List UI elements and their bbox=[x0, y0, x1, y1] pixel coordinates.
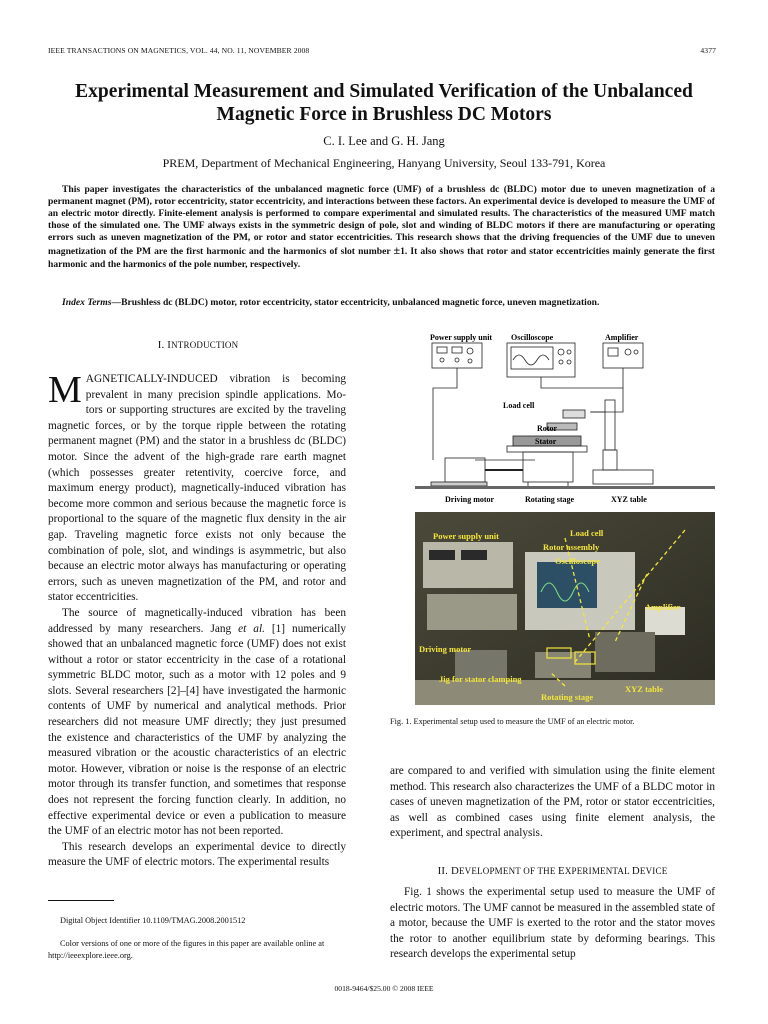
intro-lead-words: AGNETICALLY-INDUCED bbox=[85, 373, 218, 385]
footnote-color: Color versions of one or more of the figures in this paper are available online at http://ieeexplore.ieee.org. bbox=[48, 939, 325, 960]
photo-label-oscilloscope: Oscilloscope bbox=[555, 556, 600, 566]
section-1-heading bbox=[48, 339, 348, 351]
amplifier-box bbox=[603, 343, 643, 368]
section-2-title-part-2: XPERIMENTAL bbox=[564, 866, 632, 876]
section-2-title-dd: D bbox=[631, 865, 640, 877]
diagram-label-load-cell: Load cell bbox=[503, 401, 535, 410]
figure-1-caption: Fig. 1. Experimental setup used to measure the UMF of an electric motor. bbox=[390, 717, 635, 726]
photo-label-load-cell: Load cell bbox=[570, 528, 604, 538]
section-1-body bbox=[48, 369, 347, 871]
photo-label-rotor-assembly: Rotor assembly bbox=[543, 542, 600, 552]
authors: C. I. Lee and G. H. Jang bbox=[323, 134, 445, 148]
abstract-text-b: 1. It also shows that rotor and stator eccentricities mainly generate the first harmonic and the harmonics of the pole number, respectively. bbox=[48, 246, 715, 270]
intro-paragraph-2-a: The source of magnetically-induced vibration has been addressed by many researchers. Jang bbox=[48, 606, 346, 635]
section-2-heading bbox=[390, 865, 715, 877]
footnote-doi: Digital Object Identifier 10.1109/TMAG.2008.2001512 bbox=[60, 916, 246, 925]
photo-label-jig: Jig for stator clamping bbox=[439, 674, 522, 684]
section-1-title-initial: I bbox=[167, 339, 172, 351]
figure-1-photo bbox=[415, 512, 715, 705]
paper-title bbox=[40, 80, 728, 126]
photo-label-rotating-stage: Rotating stage bbox=[541, 692, 594, 702]
section-2-title-part-3: EVICE bbox=[639, 866, 668, 876]
journal-name: IEEE TRANSACTIONS ON MAGNETICS, VOL. 44, NO. 11, NOVEMBER 2008 bbox=[48, 46, 310, 55]
section-2-title-e: E bbox=[558, 865, 565, 877]
figure-1-schematic bbox=[415, 330, 715, 510]
abstract-text-a: This paper investigates the characteristics of the unbalanced magnetic force (UMF) of a brushless dc (BLDC) motor due to uneven magnetization of a permanent magnet (PM), rotor eccentricity, stator eccentricity, and interactions between these factors. An experimental device is developed to measure the UMF of an electric motor directly. Finite-element analysis is performed to compare experimental and simulated results. The characteristics of the measured UMF match those of the simulated one. The UMF always exists in the symmetric design of pole, slot and winding of BLDC motors if there are manufacturing or operating errors such as uneven magnetization of the PM, or rotor and stator eccentricities. This research shows that the driving frequencies of the UMF due to uneven magnetization of the PM are the first harmonic and the harmonics of slot number bbox=[48, 184, 715, 258]
section-1-numeral: I. bbox=[157, 339, 165, 351]
load-cell-shape bbox=[563, 410, 585, 418]
diagram-label-xyz-table: XYZ table bbox=[611, 495, 647, 504]
photo-power-supply bbox=[423, 542, 513, 588]
diagram-label-power-supply: Power supply unit bbox=[430, 333, 493, 342]
intro-line-2: prevalent in many precision spindle applications. Mo- bbox=[85, 388, 346, 401]
affiliation: PREM, Department of Mechanical Engineering, Hanyang University, Seoul 133-791, Korea bbox=[162, 156, 606, 170]
section-2-title-part-1: EVELOPMENT OF THE bbox=[458, 866, 559, 876]
photo-label-amplifier: Amplifier bbox=[645, 602, 681, 612]
title-line-1: Experimental Measurement and Simulated Verification of the Unbalanced bbox=[75, 81, 693, 102]
footnote-rule bbox=[48, 900, 114, 901]
right-column-continuation: are compared to and verified with simulation using the finite element method. This research also characterizes the UMF of a BLDC motor in cases of uneven magnetization of the PM, rotor or stator eccentricities, as well as combined cases using finite element analysis, the experiment, and spectral analysis. bbox=[390, 765, 715, 840]
running-head bbox=[48, 46, 716, 55]
photo-label-xyz-table: XYZ table bbox=[625, 684, 664, 694]
section-1-title-rest: NTRODUCTION bbox=[171, 340, 239, 350]
index-terms-text: —Brushless dc (BLDC) motor, rotor eccentricity, stator eccentricity, unbalanced magnetic force, uneven magnetization. bbox=[111, 297, 600, 308]
index-terms bbox=[48, 297, 715, 309]
intro-line-1-rest: vibration is becoming bbox=[217, 373, 346, 385]
section-2-paragraph: Fig. 1 shows the experimental setup used to measure the UMF of electric motors. The UMF cannot be measured in the assembled state of a motor, because the UMF is exerted to the rotor and the stator moves the rotor to another equilibrium state by deforming bearings. This research develops the experimental setup bbox=[390, 886, 715, 961]
photo-label-power-supply: Power supply unit bbox=[433, 531, 499, 541]
copyright-line: 0018-9464/$25.00 © 2008 IEEE bbox=[334, 984, 434, 993]
intro-paragraph-1 bbox=[48, 369, 346, 606]
page-number: 4377 bbox=[700, 46, 716, 55]
abstract bbox=[48, 184, 715, 271]
diagram-label-rotor: Rotor bbox=[537, 424, 557, 433]
oscilloscope-box bbox=[507, 343, 575, 377]
diagram-label-driving-motor: Driving motor bbox=[445, 495, 495, 504]
photo-label-driving-motor: Driving motor bbox=[419, 644, 472, 654]
section-2-numeral: II. bbox=[437, 865, 449, 877]
intro-paragraph-2-b: [1] numerically showed that an unbalanced magnetic force (UMF) does not exist without a rotor or stator eccentricity in the case of a rotational symmetric BLDC motor, such as a motor with 12 poles and 9 slots. Several researchers [2]–[4] have investigated the harmonic contents of UMF by numerical and analytical methods. Prior researchers did not measure UMF directly; they just presumed the existence and characteristics of the UMF by analyzing the measured vibration or the acoustic characteristics of an electric motor. However, vibration or noise is the response of an electric motor through its transfer function, and sometimes that response does not represent the forcing function clearly. In addition, no effective experimental device or even a publication to measure the UMF of an electric motor has not been reported. bbox=[48, 622, 347, 838]
drop-cap: M bbox=[48, 369, 82, 411]
diagram-label-oscilloscope: Oscilloscope bbox=[511, 333, 554, 342]
diagram-label-rotating-stage: Rotating stage bbox=[525, 495, 575, 504]
title-line-2: Magnetic Force in Brushless DC Motors bbox=[216, 104, 552, 125]
section-2-title-d: D bbox=[450, 865, 459, 877]
diagram-label-stator: Stator bbox=[535, 437, 557, 446]
intro-paragraph-2 bbox=[48, 606, 346, 840]
abstract-pm-symbol: ± bbox=[393, 243, 401, 258]
intro-et-al: et al. bbox=[238, 622, 265, 635]
diagram-label-amplifier: Amplifier bbox=[605, 333, 639, 342]
intro-body: tors or supporting structures are excited by the traveling magnetic forces, or by the torque ripple between the rotating permanent magnet (PM) and the stator in a brushless dc (BLDC) motor. Since the advent of the high-grade rare earth magnet (which possesses greater retentivity, coercive force, and maximum energy product), magnetically-induced vibration has become more common and serious because the magnetic force is proportional to the square of the magnetic flux density in the air gap. Traveling magnetic force exists not only because the combination of pole, slot, and windings is asymmetric, but also because an electric motor always has manufacturing or operating errors, such as uneven magnetization of the PM, and rotor and stator eccentricities. bbox=[48, 404, 346, 604]
index-terms-label: Index Terms bbox=[62, 297, 112, 308]
intro-paragraph-3: This research develops an experimental device to directly measure the UMF of electric motors. The experimental results bbox=[48, 840, 346, 869]
